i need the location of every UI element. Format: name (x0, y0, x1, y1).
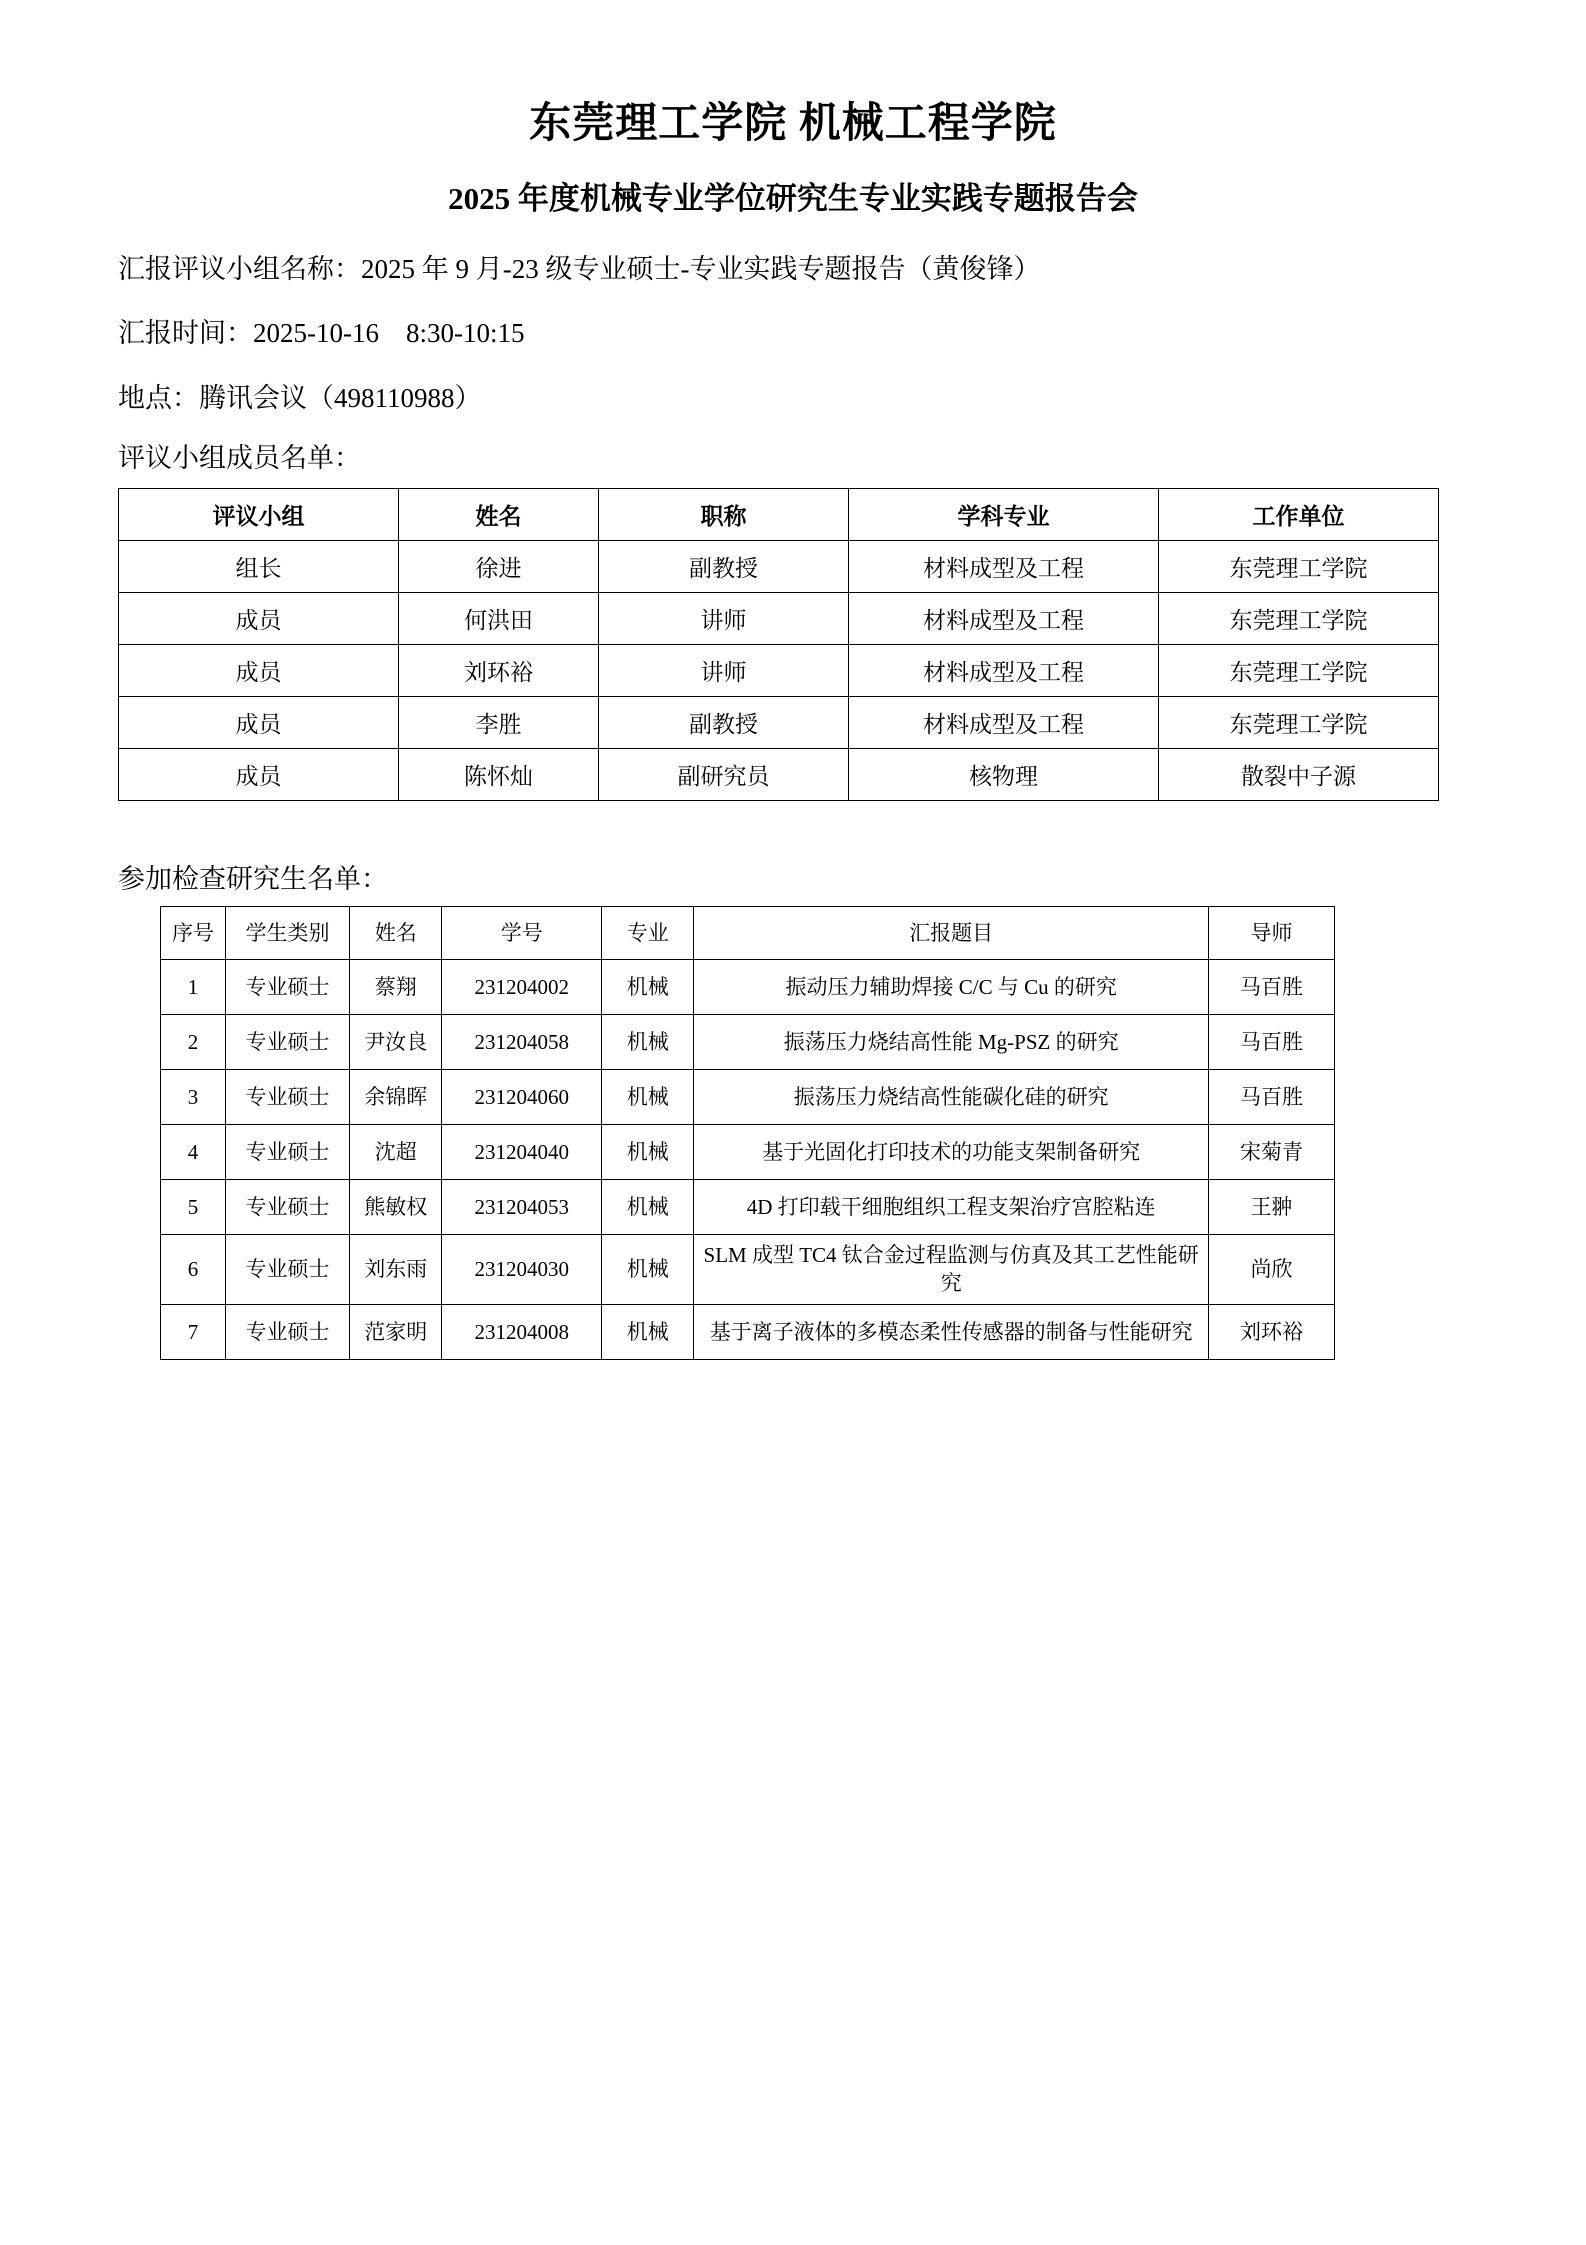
student-cell-topic: 振荡压力烧结高性能碳化硅的研究 (694, 1070, 1209, 1125)
table-row (119, 541, 1439, 593)
student-col-category: 学生类别 (226, 907, 350, 960)
table-row (161, 960, 1335, 1015)
table-row (161, 1235, 1335, 1305)
location-line: 地点：腾讯会议（498110988） (118, 382, 482, 413)
panel-cell-group: 成员 (119, 645, 399, 697)
student-cell-advisor: 王翀 (1208, 1180, 1334, 1235)
student-cell-advisor: 尚欣 (1208, 1235, 1334, 1305)
student-cell-id: 231204060 (442, 1070, 602, 1125)
students-section-label: 参加检查研究生名单： (118, 864, 388, 895)
table-row (161, 1015, 1335, 1070)
student-cell-id: 231204030 (442, 1235, 602, 1305)
student-cell-name: 熊敏权 (350, 1180, 442, 1235)
student-col-index: 序号 (161, 907, 226, 960)
table-row (161, 1070, 1335, 1125)
panel-cell-unit: 东莞理工学院 (1159, 593, 1439, 645)
panel-members-table (118, 488, 1439, 801)
table-header-row (161, 907, 1335, 960)
panel-cell-name: 陈怀灿 (399, 749, 599, 801)
student-cell-category: 专业硕士 (226, 1304, 350, 1359)
student-cell-major: 机械 (602, 960, 694, 1015)
student-cell-major: 机械 (602, 1235, 694, 1305)
student-cell-topic: 基于光固化打印技术的功能支架制备研究 (694, 1125, 1209, 1180)
student-cell-index: 6 (161, 1235, 226, 1305)
student-cell-major: 机械 (602, 1304, 694, 1359)
table-row (119, 749, 1439, 801)
student-cell-topic: 振动压力辅助焊接 C/C 与 Cu 的研究 (694, 960, 1209, 1015)
student-cell-topic: 4D 打印载干细胞组织工程支架治疗宫腔粘连 (694, 1180, 1209, 1235)
page-subtitle: 2025 年度机械专业学位研究生专业实践专题报告会 (448, 180, 1138, 216)
table-row (161, 1180, 1335, 1235)
student-cell-name: 余锦晖 (350, 1070, 442, 1125)
student-cell-advisor: 马百胜 (1208, 960, 1334, 1015)
panel-cell-name: 刘环裕 (399, 645, 599, 697)
panel-cell-major: 核物理 (849, 749, 1159, 801)
student-cell-index: 7 (161, 1304, 226, 1359)
student-cell-major: 机械 (602, 1015, 694, 1070)
panel-col-title: 职称 (599, 489, 849, 541)
panel-cell-major: 材料成型及工程 (849, 645, 1159, 697)
student-cell-advisor: 马百胜 (1208, 1070, 1334, 1125)
table-row (161, 1125, 1335, 1180)
table-row (119, 645, 1439, 697)
panel-col-name: 姓名 (399, 489, 599, 541)
panel-cell-title: 讲师 (599, 593, 849, 645)
panel-cell-major: 材料成型及工程 (849, 697, 1159, 749)
student-cell-index: 3 (161, 1070, 226, 1125)
student-col-major: 专业 (602, 907, 694, 960)
student-cell-category: 专业硕士 (226, 1015, 350, 1070)
panel-col-unit: 工作单位 (1159, 489, 1439, 541)
panel-cell-name: 李胜 (399, 697, 599, 749)
panel-cell-group: 组长 (119, 541, 399, 593)
panel-cell-unit: 东莞理工学院 (1159, 645, 1439, 697)
student-cell-index: 1 (161, 960, 226, 1015)
student-cell-name: 范家明 (350, 1304, 442, 1359)
panel-cell-unit: 东莞理工学院 (1159, 697, 1439, 749)
student-cell-advisor: 宋菊青 (1208, 1125, 1334, 1180)
student-cell-index: 4 (161, 1125, 226, 1180)
panel-cell-title: 讲师 (599, 645, 849, 697)
panel-cell-unit: 散裂中子源 (1159, 749, 1439, 801)
student-cell-advisor: 刘环裕 (1208, 1304, 1334, 1359)
table-header-row (119, 489, 1439, 541)
student-cell-advisor: 马百胜 (1208, 1015, 1334, 1070)
student-col-id: 学号 (442, 907, 602, 960)
panel-cell-title: 副教授 (599, 697, 849, 749)
student-cell-major: 机械 (602, 1180, 694, 1235)
table-row (119, 593, 1439, 645)
panel-section-label: 评议小组成员名单： (118, 443, 361, 474)
student-cell-index: 5 (161, 1180, 226, 1235)
panel-cell-title: 副教授 (599, 541, 849, 593)
student-col-name: 姓名 (350, 907, 442, 960)
table-row (161, 1304, 1335, 1359)
panel-cell-unit: 东莞理工学院 (1159, 541, 1439, 593)
student-cell-id: 231204058 (442, 1015, 602, 1070)
student-cell-topic: 振荡压力烧结高性能 Mg-PSZ 的研究 (694, 1015, 1209, 1070)
student-cell-category: 专业硕士 (226, 960, 350, 1015)
student-cell-category: 专业硕士 (226, 1235, 350, 1305)
panel-cell-group: 成员 (119, 697, 399, 749)
student-cell-id: 231204053 (442, 1180, 602, 1235)
student-col-advisor: 导师 (1208, 907, 1334, 960)
student-cell-index: 2 (161, 1015, 226, 1070)
panel-cell-name: 徐进 (399, 541, 599, 593)
students-table (160, 906, 1335, 1360)
panel-cell-major: 材料成型及工程 (849, 593, 1159, 645)
panel-cell-group: 成员 (119, 749, 399, 801)
student-cell-id: 231204002 (442, 960, 602, 1015)
student-cell-name: 尹汝良 (350, 1015, 442, 1070)
table-row (119, 697, 1439, 749)
panel-cell-name: 何洪田 (399, 593, 599, 645)
student-cell-id: 231204040 (442, 1125, 602, 1180)
panel-cell-major: 材料成型及工程 (849, 541, 1159, 593)
panel-cell-group: 成员 (119, 593, 399, 645)
page-title: 东莞理工学院 机械工程学院 (529, 101, 1057, 147)
student-col-topic: 汇报题目 (694, 907, 1209, 960)
student-cell-name: 蔡翔 (350, 960, 442, 1015)
student-cell-category: 专业硕士 (226, 1180, 350, 1235)
student-cell-major: 机械 (602, 1070, 694, 1125)
panel-cell-title: 副研究员 (599, 749, 849, 801)
panel-col-major: 学科专业 (849, 489, 1159, 541)
student-cell-id: 231204008 (442, 1304, 602, 1359)
report-time-line: 汇报时间：2025-10-16 8:30-10:15 (118, 318, 525, 349)
student-cell-name: 刘东雨 (350, 1235, 442, 1305)
student-cell-category: 专业硕士 (226, 1070, 350, 1125)
student-cell-topic: SLM 成型 TC4 钛合金过程监测与仿真及其工艺性能研究 (694, 1235, 1209, 1305)
student-cell-category: 专业硕士 (226, 1125, 350, 1180)
student-cell-major: 机械 (602, 1125, 694, 1180)
panel-col-group: 评议小组 (119, 489, 399, 541)
student-cell-name: 沈超 (350, 1125, 442, 1180)
group-name-line: 汇报评议小组名称：2025 年 9 月-23 级专业硕士-专业实践专题报告（黄俊锋） (118, 253, 1041, 284)
student-cell-topic: 基于离子液体的多模态柔性传感器的制备与性能研究 (694, 1304, 1209, 1359)
